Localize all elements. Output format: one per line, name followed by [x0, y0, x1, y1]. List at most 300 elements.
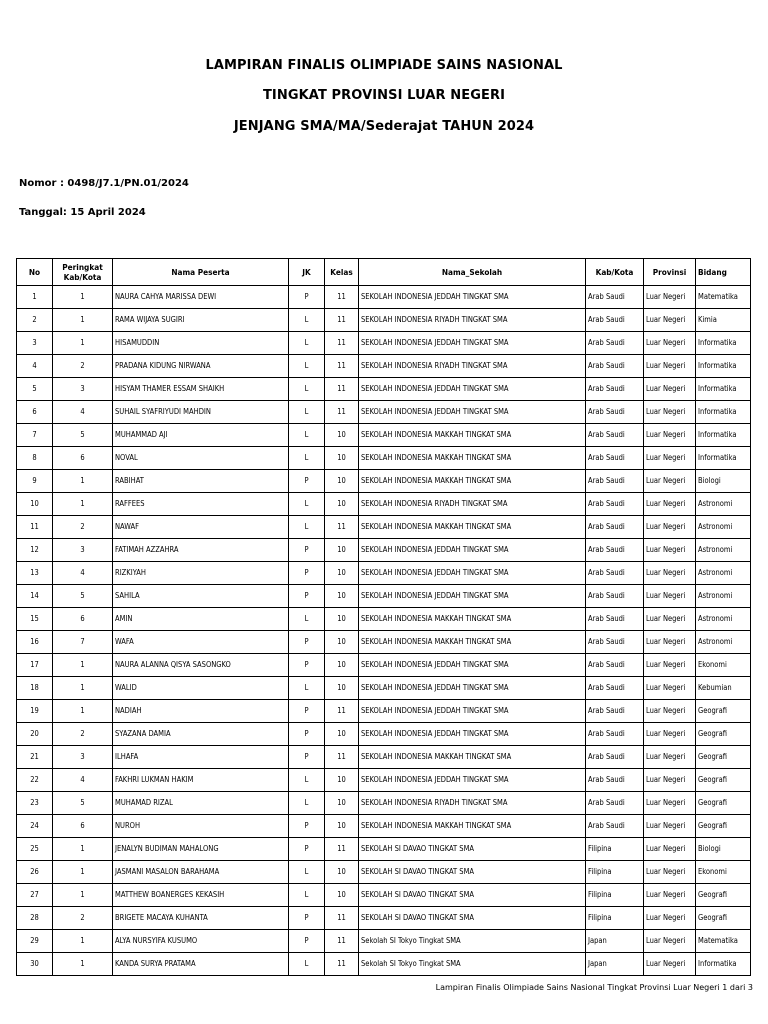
cell-field: Astronomi: [696, 608, 751, 631]
cell-class: 11: [325, 907, 359, 930]
cell-rank: 7: [53, 631, 113, 654]
cell-gender: P: [289, 654, 325, 677]
cell-city: Arab Saudi: [586, 286, 644, 309]
cell-name: PRADANA KIDUNG NIRWANA: [113, 355, 289, 378]
cell-field: Geografi: [696, 700, 751, 723]
cell-province: Luar Negeri: [644, 539, 696, 562]
table-row: [17, 539, 751, 562]
table-row: [17, 401, 751, 424]
cell-no: 12: [17, 539, 53, 562]
cell-class: 10: [325, 792, 359, 815]
cell-no: 20: [17, 723, 53, 746]
table-row: [17, 769, 751, 792]
cell-rank: 1: [53, 861, 113, 884]
cell-city: Filipina: [586, 884, 644, 907]
cell-rank: 5: [53, 585, 113, 608]
cell-no: 15: [17, 608, 53, 631]
col-header-gender: JK: [289, 259, 325, 286]
cell-no: 11: [17, 516, 53, 539]
cell-school: SEKOLAH INDONESIA JEDDAH TINGKAT SMA: [359, 401, 586, 424]
cell-class: 10: [325, 654, 359, 677]
cell-class: 11: [325, 401, 359, 424]
cell-city: Arab Saudi: [586, 309, 644, 332]
cell-province: Luar Negeri: [644, 723, 696, 746]
cell-gender: P: [289, 700, 325, 723]
cell-field: Geografi: [696, 907, 751, 930]
table-row: [17, 378, 751, 401]
cell-field: Geografi: [696, 792, 751, 815]
cell-city: Arab Saudi: [586, 332, 644, 355]
cell-school: SEKOLAH INDONESIA RIYADH TINGKAT SMA: [359, 309, 586, 332]
cell-city: Japan: [586, 953, 644, 976]
cell-school: SEKOLAH INDONESIA JEDDAH TINGKAT SMA: [359, 700, 586, 723]
cell-class: 11: [325, 355, 359, 378]
cell-province: Luar Negeri: [644, 309, 696, 332]
col-header-class: Kelas: [325, 259, 359, 286]
cell-class: 10: [325, 585, 359, 608]
cell-name: SAHILA: [113, 585, 289, 608]
cell-school: SEKOLAH INDONESIA JEDDAH TINGKAT SMA: [359, 654, 586, 677]
table-header-row: [17, 259, 751, 286]
cell-school: SEKOLAH INDONESIA MAKKAH TINGKAT SMA: [359, 470, 586, 493]
cell-province: Luar Negeri: [644, 516, 696, 539]
cell-school: SEKOLAH INDONESIA JEDDAH TINGKAT SMA: [359, 539, 586, 562]
cell-rank: 2: [53, 355, 113, 378]
cell-no: 5: [17, 378, 53, 401]
cell-gender: P: [289, 723, 325, 746]
cell-city: Arab Saudi: [586, 355, 644, 378]
cell-class: 11: [325, 746, 359, 769]
table-row: [17, 470, 751, 493]
cell-no: 13: [17, 562, 53, 585]
cell-school: Sekolah SI Tokyo Tingkat SMA: [359, 953, 586, 976]
cell-rank: 4: [53, 562, 113, 585]
cell-no: 3: [17, 332, 53, 355]
cell-no: 2: [17, 309, 53, 332]
table-row: [17, 608, 751, 631]
cell-rank: 2: [53, 907, 113, 930]
cell-class: 10: [325, 562, 359, 585]
cell-class: 10: [325, 723, 359, 746]
cell-school: SEKOLAH INDONESIA JEDDAH TINGKAT SMA: [359, 286, 586, 309]
cell-province: Luar Negeri: [644, 700, 696, 723]
cell-school: SEKOLAH INDONESIA JEDDAH TINGKAT SMA: [359, 677, 586, 700]
col-header-city: Kab/Kota: [586, 259, 644, 286]
cell-gender: L: [289, 493, 325, 516]
cell-province: Luar Negeri: [644, 746, 696, 769]
table-row: [17, 907, 751, 930]
finalist-table: [16, 258, 751, 976]
cell-school: SEKOLAH INDONESIA RIYADH TINGKAT SMA: [359, 493, 586, 516]
cell-city: Arab Saudi: [586, 424, 644, 447]
cell-no: 21: [17, 746, 53, 769]
cell-city: Arab Saudi: [586, 792, 644, 815]
cell-rank: 1: [53, 700, 113, 723]
cell-city: Arab Saudi: [586, 493, 644, 516]
cell-field: Informatika: [696, 401, 751, 424]
cell-city: Arab Saudi: [586, 654, 644, 677]
cell-province: Luar Negeri: [644, 953, 696, 976]
table-row: [17, 516, 751, 539]
table-row: [17, 309, 751, 332]
cell-name: RIZKIYAH: [113, 562, 289, 585]
cell-class: 10: [325, 424, 359, 447]
cell-province: Luar Negeri: [644, 792, 696, 815]
cell-rank: 4: [53, 769, 113, 792]
cell-field: Astronomi: [696, 631, 751, 654]
cell-name: MUHAMAD RIZAL: [113, 792, 289, 815]
cell-field: Kebumian: [696, 677, 751, 700]
table-row: [17, 447, 751, 470]
cell-class: 10: [325, 493, 359, 516]
cell-class: 10: [325, 815, 359, 838]
table-row: [17, 493, 751, 516]
cell-class: 10: [325, 539, 359, 562]
cell-school: SEKOLAH INDONESIA MAKKAH TINGKAT SMA: [359, 631, 586, 654]
cell-no: 4: [17, 355, 53, 378]
cell-school: SEKOLAH INDONESIA MAKKAH TINGKAT SMA: [359, 815, 586, 838]
cell-no: 22: [17, 769, 53, 792]
cell-gender: L: [289, 424, 325, 447]
cell-province: Luar Negeri: [644, 677, 696, 700]
cell-gender: L: [289, 516, 325, 539]
cell-rank: 4: [53, 401, 113, 424]
cell-school: SEKOLAH INDONESIA MAKKAH TINGKAT SMA: [359, 447, 586, 470]
cell-rank: 1: [53, 953, 113, 976]
document-title-line-3: JENJANG SMA/MA/Sederajat TAHUN 2024: [233, 119, 535, 134]
cell-city: Filipina: [586, 907, 644, 930]
cell-field: Geografi: [696, 884, 751, 907]
cell-no: 25: [17, 838, 53, 861]
cell-city: Filipina: [586, 838, 644, 861]
cell-gender: P: [289, 930, 325, 953]
cell-field: Matematika: [696, 930, 751, 953]
cell-field: Astronomi: [696, 562, 751, 585]
cell-name: MUHAMMAD AJI: [113, 424, 289, 447]
cell-province: Luar Negeri: [644, 907, 696, 930]
cell-school: SEKOLAH INDONESIA JEDDAH TINGKAT SMA: [359, 562, 586, 585]
table-row: [17, 424, 751, 447]
cell-field: Biologi: [696, 838, 751, 861]
cell-field: Astronomi: [696, 539, 751, 562]
page-footer: Lampiran Finalis Olimpiade Sains Nasional Tingkat Provinsi Luar Negeri 1 dari 3: [435, 983, 753, 992]
cell-rank: 3: [53, 378, 113, 401]
cell-no: 18: [17, 677, 53, 700]
col-header-field: Bidang: [696, 259, 751, 286]
cell-class: 10: [325, 769, 359, 792]
cell-province: Luar Negeri: [644, 562, 696, 585]
cell-gender: P: [289, 470, 325, 493]
cell-no: 17: [17, 654, 53, 677]
cell-name: AMIN: [113, 608, 289, 631]
cell-no: 1: [17, 286, 53, 309]
cell-name: BRIGETE MACAYA KUHANTA: [113, 907, 289, 930]
cell-province: Luar Negeri: [644, 654, 696, 677]
cell-rank: 1: [53, 838, 113, 861]
cell-field: Ekonomi: [696, 654, 751, 677]
cell-city: Arab Saudi: [586, 631, 644, 654]
cell-city: Arab Saudi: [586, 746, 644, 769]
cell-gender: P: [289, 585, 325, 608]
cell-no: 9: [17, 470, 53, 493]
cell-province: Luar Negeri: [644, 769, 696, 792]
cell-gender: L: [289, 355, 325, 378]
cell-gender: P: [289, 631, 325, 654]
cell-no: 30: [17, 953, 53, 976]
cell-province: Luar Negeri: [644, 493, 696, 516]
table-row: [17, 838, 751, 861]
table-row: [17, 884, 751, 907]
cell-gender: L: [289, 677, 325, 700]
cell-gender: L: [289, 861, 325, 884]
cell-field: Astronomi: [696, 585, 751, 608]
cell-name: ALYA NURSYIFA KUSUMO: [113, 930, 289, 953]
cell-gender: P: [289, 562, 325, 585]
cell-rank: 1: [53, 884, 113, 907]
cell-class: 10: [325, 861, 359, 884]
table-row: [17, 723, 751, 746]
cell-school: SEKOLAH INDONESIA JEDDAH TINGKAT SMA: [359, 723, 586, 746]
cell-city: Arab Saudi: [586, 539, 644, 562]
col-header-no: No: [17, 259, 53, 286]
cell-no: 23: [17, 792, 53, 815]
table-body: [17, 286, 751, 976]
col-header-name: Nama Peserta: [113, 259, 289, 286]
col-header-rank: Peringkat Kab/Kota: [53, 259, 113, 286]
document-date: Tanggal: 15 April 2024: [19, 207, 146, 218]
table-row: [17, 631, 751, 654]
cell-school: SEKOLAH INDONESIA RIYADH TINGKAT SMA: [359, 792, 586, 815]
cell-rank: 6: [53, 608, 113, 631]
cell-city: Arab Saudi: [586, 769, 644, 792]
table-row: [17, 792, 751, 815]
cell-gender: L: [289, 401, 325, 424]
cell-rank: 5: [53, 792, 113, 815]
cell-province: Luar Negeri: [644, 286, 696, 309]
cell-class: 11: [325, 378, 359, 401]
cell-province: Luar Negeri: [644, 424, 696, 447]
cell-province: Luar Negeri: [644, 332, 696, 355]
cell-class: 10: [325, 470, 359, 493]
cell-name: NAURA ALANNA QISYA SASONGKO: [113, 654, 289, 677]
cell-gender: L: [289, 332, 325, 355]
cell-rank: 3: [53, 539, 113, 562]
cell-gender: L: [289, 953, 325, 976]
cell-field: Informatika: [696, 424, 751, 447]
cell-no: 28: [17, 907, 53, 930]
cell-no: 16: [17, 631, 53, 654]
cell-gender: P: [289, 838, 325, 861]
cell-no: 7: [17, 424, 53, 447]
cell-name: SUHAIL SYAFRIYUDI MAHDIN: [113, 401, 289, 424]
cell-gender: L: [289, 769, 325, 792]
cell-name: MATTHEW BOANERGES KEKASIH: [113, 884, 289, 907]
cell-name: ILHAFA: [113, 746, 289, 769]
table-row: [17, 286, 751, 309]
cell-gender: P: [289, 539, 325, 562]
cell-field: Geografi: [696, 723, 751, 746]
cell-name: JASMANI MASALON BARAHAMA: [113, 861, 289, 884]
cell-no: 14: [17, 585, 53, 608]
cell-name: NAURA CAHYA MARISSA DEWI: [113, 286, 289, 309]
cell-school: SEKOLAH INDONESIA RIYADH TINGKAT SMA: [359, 355, 586, 378]
cell-field: Biologi: [696, 470, 751, 493]
cell-name: NAWAF: [113, 516, 289, 539]
cell-name: RABIHAT: [113, 470, 289, 493]
table-row: [17, 677, 751, 700]
cell-school: SEKOLAH INDONESIA MAKKAH TINGKAT SMA: [359, 424, 586, 447]
table-row: [17, 815, 751, 838]
cell-city: Arab Saudi: [586, 562, 644, 585]
cell-name: JENALYN BUDIMAN MAHALONG: [113, 838, 289, 861]
cell-class: 10: [325, 884, 359, 907]
cell-rank: 6: [53, 447, 113, 470]
cell-school: SEKOLAH INDONESIA MAKKAH TINGKAT SMA: [359, 746, 586, 769]
cell-city: Japan: [586, 930, 644, 953]
document-title-line-2: TINGKAT PROVINSI LUAR NEGERI: [262, 88, 506, 103]
cell-field: Informatika: [696, 355, 751, 378]
cell-city: Arab Saudi: [586, 700, 644, 723]
cell-school: SEKOLAH INDONESIA JEDDAH TINGKAT SMA: [359, 585, 586, 608]
cell-province: Luar Negeri: [644, 631, 696, 654]
cell-name: WALID: [113, 677, 289, 700]
cell-class: 11: [325, 332, 359, 355]
cell-class: 11: [325, 953, 359, 976]
cell-no: 8: [17, 447, 53, 470]
cell-name: NUROH: [113, 815, 289, 838]
cell-gender: L: [289, 884, 325, 907]
cell-gender: P: [289, 815, 325, 838]
cell-class: 11: [325, 516, 359, 539]
cell-class: 10: [325, 608, 359, 631]
cell-rank: 6: [53, 815, 113, 838]
cell-no: 29: [17, 930, 53, 953]
cell-name: FATIMAH AZZAHRA: [113, 539, 289, 562]
cell-name: RAFFEES: [113, 493, 289, 516]
cell-field: Geografi: [696, 815, 751, 838]
cell-province: Luar Negeri: [644, 447, 696, 470]
cell-rank: 1: [53, 332, 113, 355]
cell-gender: L: [289, 447, 325, 470]
cell-rank: 3: [53, 746, 113, 769]
cell-no: 19: [17, 700, 53, 723]
cell-gender: L: [289, 309, 325, 332]
cell-field: Matematika: [696, 286, 751, 309]
cell-field: Informatika: [696, 447, 751, 470]
cell-province: Luar Negeri: [644, 401, 696, 424]
cell-field: Geografi: [696, 746, 751, 769]
cell-province: Luar Negeri: [644, 838, 696, 861]
cell-school: Sekolah SI Tokyo Tingkat SMA: [359, 930, 586, 953]
cell-school: SEKOLAH SI DAVAO TINGKAT SMA: [359, 884, 586, 907]
col-header-province: Provinsi: [644, 259, 696, 286]
cell-no: 6: [17, 401, 53, 424]
cell-no: 24: [17, 815, 53, 838]
document-number: Nomor : 0498/J7.1/PN.01/2024: [19, 178, 189, 189]
cell-city: Arab Saudi: [586, 815, 644, 838]
cell-city: Filipina: [586, 861, 644, 884]
document-title-line-1: LAMPIRAN FINALIS OLIMPIADE SAINS NASIONAL: [205, 58, 563, 73]
cell-name: RAMA WIJAYA SUGIRI: [113, 309, 289, 332]
cell-rank: 1: [53, 930, 113, 953]
cell-no: 27: [17, 884, 53, 907]
table-row: [17, 585, 751, 608]
cell-rank: 5: [53, 424, 113, 447]
cell-name: KANDA SURYA PRATAMA: [113, 953, 289, 976]
cell-school: SEKOLAH INDONESIA JEDDAH TINGKAT SMA: [359, 332, 586, 355]
cell-province: Luar Negeri: [644, 884, 696, 907]
cell-name: HISYAM THAMER ESSAM SHAIKH: [113, 378, 289, 401]
cell-name: NOVAL: [113, 447, 289, 470]
cell-gender: P: [289, 746, 325, 769]
cell-province: Luar Negeri: [644, 608, 696, 631]
cell-name: SYAZANA DAMIA: [113, 723, 289, 746]
cell-city: Arab Saudi: [586, 516, 644, 539]
cell-rank: 1: [53, 677, 113, 700]
cell-province: Luar Negeri: [644, 378, 696, 401]
cell-school: SEKOLAH INDONESIA JEDDAH TINGKAT SMA: [359, 378, 586, 401]
cell-name: NADIAH: [113, 700, 289, 723]
cell-field: Astronomi: [696, 516, 751, 539]
cell-province: Luar Negeri: [644, 470, 696, 493]
cell-class: 11: [325, 309, 359, 332]
cell-school: SEKOLAH INDONESIA MAKKAH TINGKAT SMA: [359, 608, 586, 631]
cell-city: Arab Saudi: [586, 723, 644, 746]
cell-field: Ekonomi: [696, 861, 751, 884]
cell-class: 11: [325, 286, 359, 309]
cell-city: Arab Saudi: [586, 608, 644, 631]
cell-field: Astronomi: [696, 493, 751, 516]
cell-city: Arab Saudi: [586, 378, 644, 401]
cell-city: Arab Saudi: [586, 677, 644, 700]
cell-province: Luar Negeri: [644, 585, 696, 608]
cell-class: 10: [325, 631, 359, 654]
table-row: [17, 700, 751, 723]
table-row: [17, 654, 751, 677]
cell-school: SEKOLAH INDONESIA JEDDAH TINGKAT SMA: [359, 769, 586, 792]
cell-province: Luar Negeri: [644, 815, 696, 838]
cell-city: Arab Saudi: [586, 585, 644, 608]
table-row: [17, 355, 751, 378]
cell-field: Geografi: [696, 769, 751, 792]
cell-class: 11: [325, 930, 359, 953]
table-row: [17, 746, 751, 769]
cell-class: 11: [325, 700, 359, 723]
cell-city: Arab Saudi: [586, 447, 644, 470]
cell-city: Arab Saudi: [586, 470, 644, 493]
cell-rank: 2: [53, 723, 113, 746]
cell-field: Kimia: [696, 309, 751, 332]
cell-rank: 1: [53, 493, 113, 516]
cell-province: Luar Negeri: [644, 930, 696, 953]
cell-school: SEKOLAH SI DAVAO TINGKAT SMA: [359, 907, 586, 930]
cell-school: SEKOLAH SI DAVAO TINGKAT SMA: [359, 838, 586, 861]
cell-rank: 2: [53, 516, 113, 539]
cell-name: FAKHRI LUKMAN HAKIM: [113, 769, 289, 792]
cell-no: 10: [17, 493, 53, 516]
col-header-school: Nama_Sekolah: [359, 259, 586, 286]
table-row: [17, 953, 751, 976]
cell-gender: L: [289, 608, 325, 631]
table-row: [17, 332, 751, 355]
cell-gender: P: [289, 286, 325, 309]
cell-name: WAFA: [113, 631, 289, 654]
cell-class: 10: [325, 677, 359, 700]
cell-gender: L: [289, 792, 325, 815]
cell-class: 10: [325, 447, 359, 470]
cell-province: Luar Negeri: [644, 355, 696, 378]
cell-rank: 1: [53, 309, 113, 332]
